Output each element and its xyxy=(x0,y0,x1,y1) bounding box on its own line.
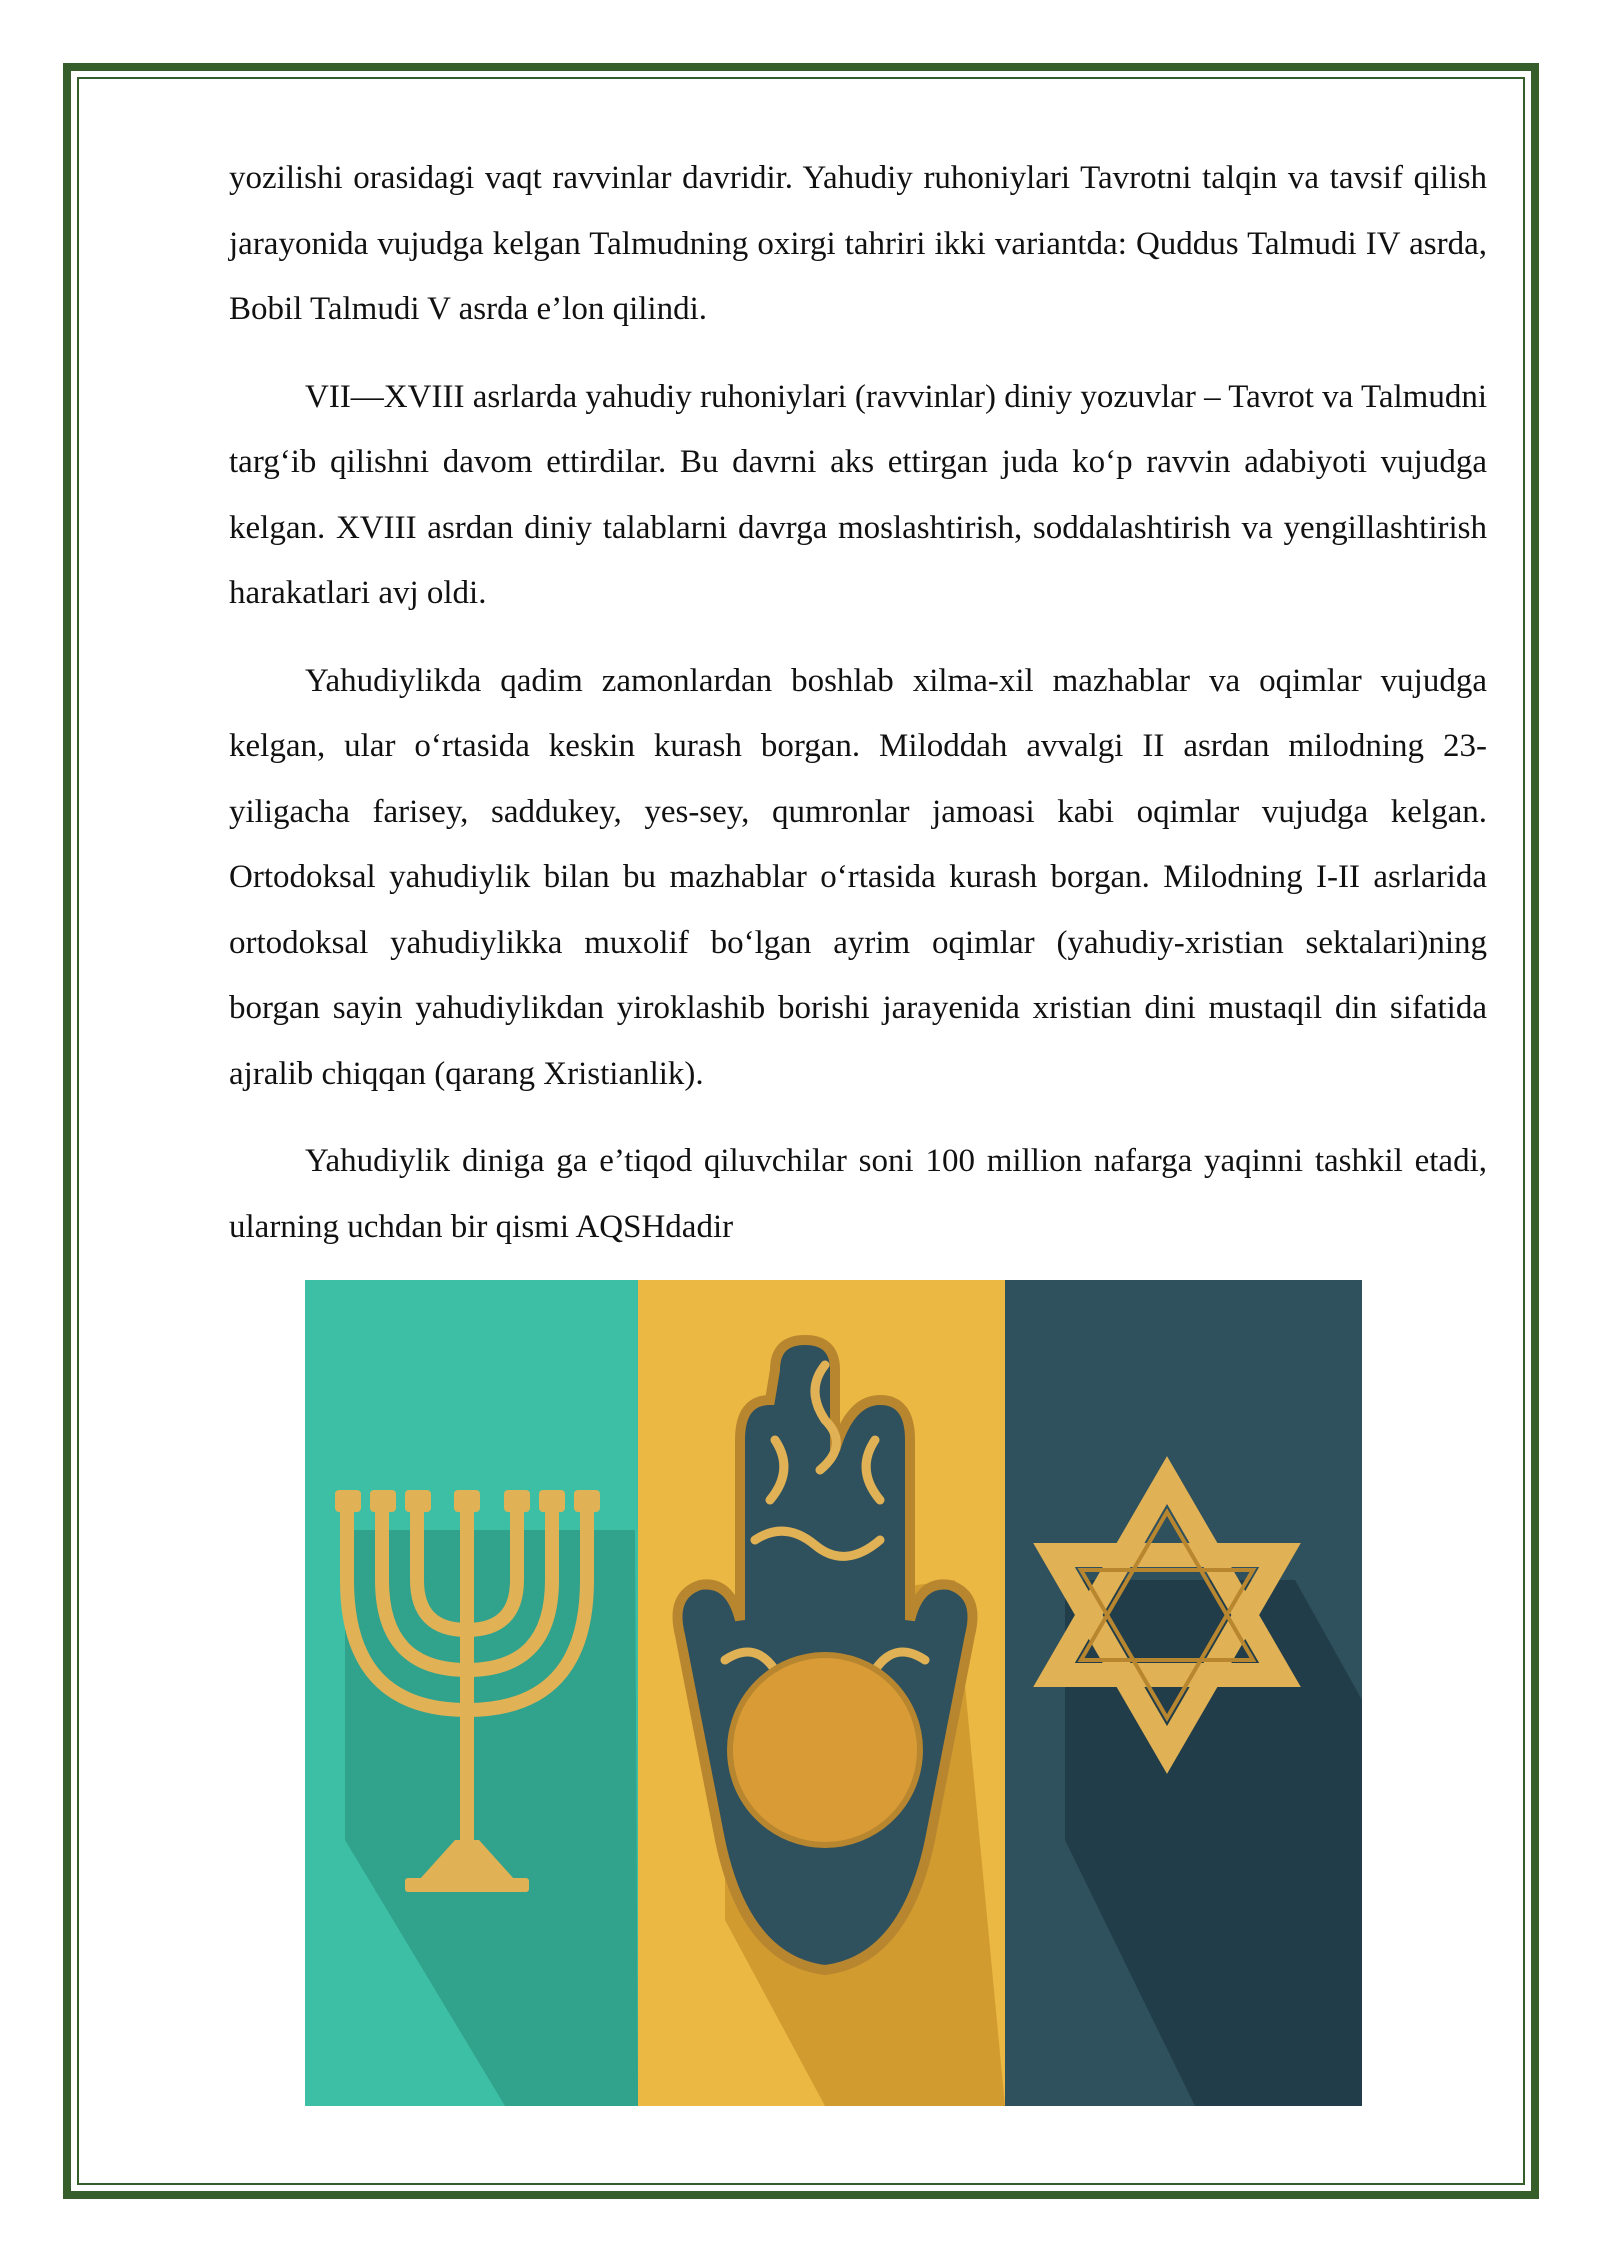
judaism-symbols-figure xyxy=(305,1280,1362,2106)
paragraph-1: yozilishi orasidagi vaqt ravvinlar davridir. Yahudiy ruhoniylari Tavrotni talqin va tavsif qilish jarayonida vujudga kelgan Talmudning oxirgi tahriri ikki variantda: Quddus Talmudi IV asrda, Bobil Talmudi V asrda e’lon qilindi. xyxy=(229,160,1487,327)
paragraph-3: Yahudiylikda qadim zamonlardan boshlab xilma-xil mazhablar va oqimlar vujudga kelgan, ular o‘rtasida keskin kurash borgan. Miloddah avvalgi II asrdan milodning 23-yiligacha farisey, saddukey, yes-sey, qumronlar jamoasi kabi oqimlar vujudga kelgan. Ortodoksal yahudiylik bilan bu mazhablar o‘rtasida kurash borgan. Milodning I-II asrlarida ortodoksal yahudiylikka muxolif bo‘lgan ayrim oqimlar (yahudiy-xristian sektalari)ning borgan sayin yahudiylikdan yiroklashib borishi jarayenida xristian dini mustaqil din sifatida ajralib chiqqan (qarang Xristianlik). xyxy=(229,662,1487,1092)
page-content xyxy=(229,146,1487,1282)
paragraph-2: VII—XVIII asrlarda yahudiy ruhoniylari (ravvinlar) diniy yozuvlar – Tavrot va Talmudni targ‘ib qilishni davom ettirdilar. Bu davrni aks ettirgan juda ko‘p ravvin adabiyoti vujudga kelgan. XVIII asrdan diniy talablarni davrga moslashtirish, soddalashtirish va yengillashtirish harakatlari avj oldi. xyxy=(229,378,1487,611)
paragraph-4: Yahudiylik diniga ga e’tiqod qiluvchilar soni 100 million nafarga yaqinni tashkil etadi, ularning uchdan bir qismi AQSHdadir xyxy=(229,1143,1487,1245)
